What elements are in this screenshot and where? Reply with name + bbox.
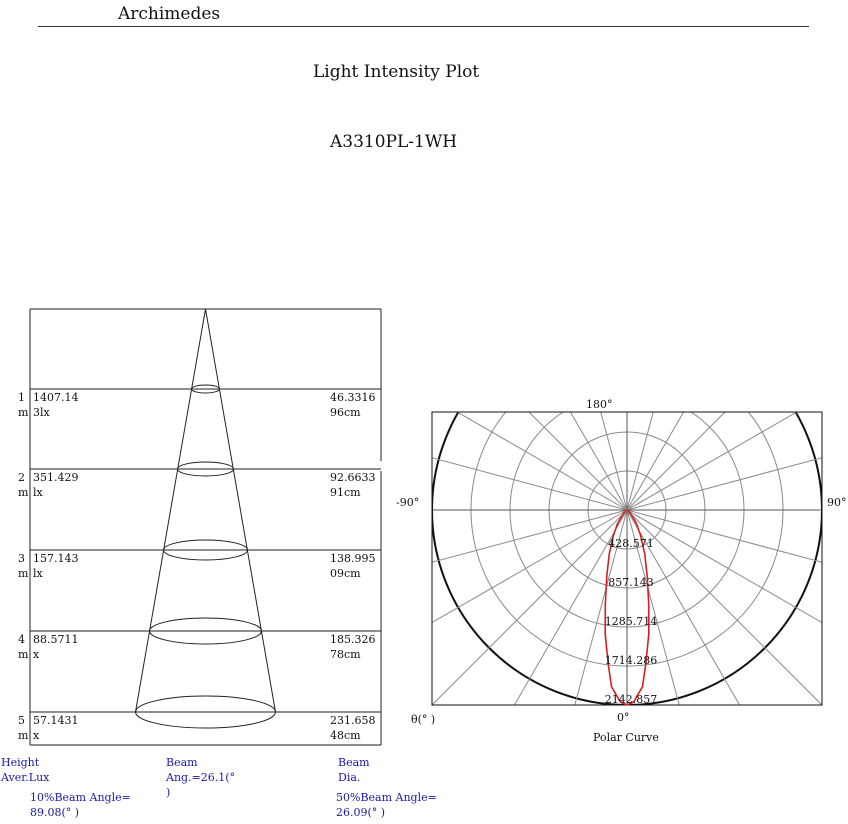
row-height: 5: [18, 714, 25, 727]
height-label: Height: [1, 756, 40, 769]
beam-angle-unit-close: ): [166, 786, 171, 799]
polar-spoke: [627, 510, 848, 591]
polar-spoke: [627, 240, 783, 510]
beam10-value: 89.08(° ): [30, 806, 80, 819]
row-lux-unit: x: [33, 648, 40, 661]
beam-dia-sublabel: Dia.: [338, 771, 361, 784]
row-lux: 88.5711: [33, 633, 79, 646]
beam50-value: 26.09(° ): [336, 806, 386, 819]
page-title: Light Intensity Plot: [313, 62, 480, 82]
row-height-unit: m: [18, 406, 29, 419]
row-height: 2: [18, 471, 25, 484]
polar-radial-tick-label: 1285.714: [604, 615, 658, 628]
polar-theta-label: θ(° ): [411, 713, 436, 726]
row-height: 4: [18, 633, 25, 646]
row-lux-unit: lx: [33, 486, 43, 499]
polar-radial-tick-label: 428.571: [608, 536, 654, 550]
polar-spoke: [406, 510, 627, 731]
row-diameter-unit: 78cm: [330, 648, 361, 661]
polar-label-bottom: 0°: [617, 711, 630, 724]
row-diameter-unit: 91cm: [330, 486, 361, 499]
beam-dia-label: Beam: [338, 756, 370, 769]
polar-spoke: [471, 240, 627, 510]
beam50-label: 50%Beam Angle=: [336, 791, 437, 804]
row-height-unit: m: [18, 567, 29, 580]
polar-label-right: 90°: [827, 496, 847, 509]
row-height-unit: m: [18, 648, 29, 661]
row-lux: 57.1431: [33, 714, 79, 727]
polar-spoke: [627, 510, 848, 731]
polar-label-top: 180°: [586, 398, 613, 411]
beam-angle-value: Ang.=26.1(°: [166, 771, 236, 784]
row-diameter: 185.326: [330, 633, 376, 646]
row-diameter: 46.3316: [330, 391, 376, 404]
polar-spoke: [627, 289, 848, 510]
row-lux-unit: 3lx: [33, 406, 50, 419]
row-diameter-unit: 48cm: [330, 729, 361, 742]
row-lux: 351.429: [33, 471, 79, 484]
polar-title: Polar Curve: [593, 731, 659, 744]
row-diameter: 231.658: [330, 714, 376, 727]
row-lux: 157.143: [33, 552, 79, 565]
row-height-unit: m: [18, 729, 29, 742]
beam10-label: 10%Beam Angle=: [30, 791, 131, 804]
polar-spoke: [627, 209, 708, 510]
polar-spoke: [326, 510, 627, 591]
polar-radial-tick-label: 2142.857: [604, 693, 658, 706]
polar-spoke: [546, 209, 627, 510]
model-number: A3310PL-1WH: [330, 132, 458, 152]
row-height: 1: [18, 391, 25, 404]
row-diameter: 138.995: [330, 552, 376, 565]
polar-grid: [315, 198, 848, 822]
polar-radial-tick-label: 1714.286: [604, 654, 658, 668]
row-lux-unit: x: [33, 729, 40, 742]
polar-label-left: -90°: [396, 496, 420, 509]
polar-spoke: [627, 429, 848, 510]
row-lux-unit: lx: [33, 567, 43, 580]
polar-spoke: [357, 354, 627, 510]
row-diameter: 92.6633: [330, 471, 376, 484]
aver-lux-label: Aver.Lux: [1, 771, 50, 784]
polar-spoke: [357, 510, 627, 666]
polar-radial-tick-label: 857.143: [608, 576, 654, 589]
row-lux: 1407.14: [33, 391, 79, 404]
polar-spoke: [627, 510, 848, 666]
row-diameter-unit: 09cm: [330, 567, 361, 580]
row-diameter-unit: 96cm: [330, 406, 361, 419]
polar-spoke: [627, 354, 848, 510]
row-height: 3: [18, 552, 25, 565]
brand-title: Archimedes: [118, 4, 221, 24]
row-height-unit: m: [18, 486, 29, 499]
polar-spoke: [326, 429, 627, 510]
beam-angle-label: Beam: [166, 756, 198, 769]
